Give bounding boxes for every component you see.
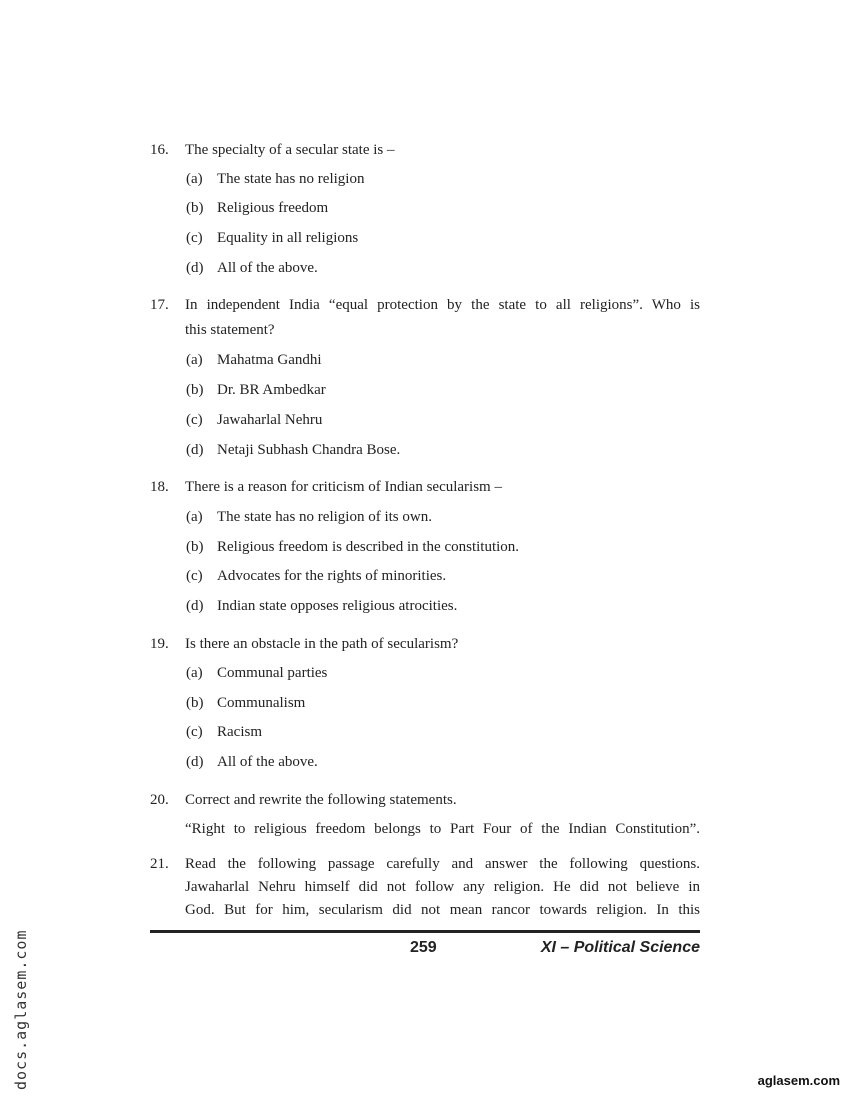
question-text: Read the following passage carefully and answer the following questions. — [185, 856, 700, 872]
option-label: (d) — [186, 260, 204, 276]
question-text: The specialty of a secular state is – — [185, 142, 395, 158]
option-text: Jawaharlal Nehru — [217, 412, 323, 428]
option-label: (c) — [186, 568, 203, 584]
option-text: Advocates for the rights of minorities. — [217, 568, 447, 584]
question-number: 19. — [150, 636, 169, 652]
option-label: (d) — [186, 754, 204, 770]
question-text: In independent India “equal protection by the state to all religions”. Who is — [185, 297, 700, 313]
option-label: (c) — [186, 412, 203, 428]
option-label: (c) — [186, 724, 203, 740]
side-watermark: docs.aglasem.com — [12, 929, 30, 1090]
question-text: Correct and rewrite the following statements. — [185, 792, 457, 808]
question-number: 18. — [150, 479, 169, 495]
question-text: There is a reason for criticism of Indian secularism – — [185, 479, 502, 495]
option-text: Communalism — [217, 695, 306, 711]
option-label: (a) — [186, 171, 203, 187]
option-text: Religious freedom — [217, 200, 329, 216]
option-text: Equality in all religions — [217, 230, 359, 246]
option-label: (b) — [186, 200, 204, 216]
question-number: 20. — [150, 792, 169, 808]
option-label: (a) — [186, 352, 203, 368]
option-text: Netaji Subhash Chandra Bose. — [217, 442, 401, 458]
question-number: 16. — [150, 142, 169, 158]
corner-watermark: aglasem.com — [757, 1073, 840, 1088]
passage-line: Jawaharlal Nehru himself did not follow any religion. He did not believe in — [185, 879, 700, 895]
option-label: (b) — [186, 382, 204, 398]
subject-title: XI – Political Science — [540, 939, 700, 956]
option-label: (c) — [186, 230, 203, 246]
option-text: Indian state opposes religious atrocities. — [217, 598, 458, 614]
question-text: Is there an obstacle in the path of secularism? — [185, 636, 459, 652]
option-text: All of the above. — [217, 260, 318, 276]
footer-rule — [150, 930, 700, 933]
option-label: (b) — [186, 539, 204, 555]
option-text: Mahatma Gandhi — [217, 352, 322, 368]
passage-line: God. But for him, secularism did not mean rancor towards religion. In this — [185, 902, 700, 918]
option-text: The state has no religion of its own. — [217, 509, 432, 525]
option-text: All of the above. — [217, 754, 318, 770]
option-text: The state has no religion — [217, 171, 365, 187]
option-label: (a) — [186, 665, 203, 681]
question-text-cont: this statement? — [185, 322, 275, 338]
question-number: 21. — [150, 856, 169, 872]
option-label: (a) — [186, 509, 203, 525]
option-text: Religious freedom is described in the constitution. — [217, 539, 520, 555]
option-text: Communal parties — [217, 665, 328, 681]
page-number: 259 — [410, 939, 437, 956]
question-number: 17. — [150, 297, 169, 313]
statement-text: “Right to religious freedom belongs to Part Four of the Indian Constitution”. — [185, 821, 700, 837]
option-text: Dr. BR Ambedkar — [217, 382, 326, 398]
option-label: (d) — [186, 442, 204, 458]
option-label: (d) — [186, 598, 204, 614]
option-text: Racism — [217, 724, 262, 740]
option-label: (b) — [186, 695, 204, 711]
